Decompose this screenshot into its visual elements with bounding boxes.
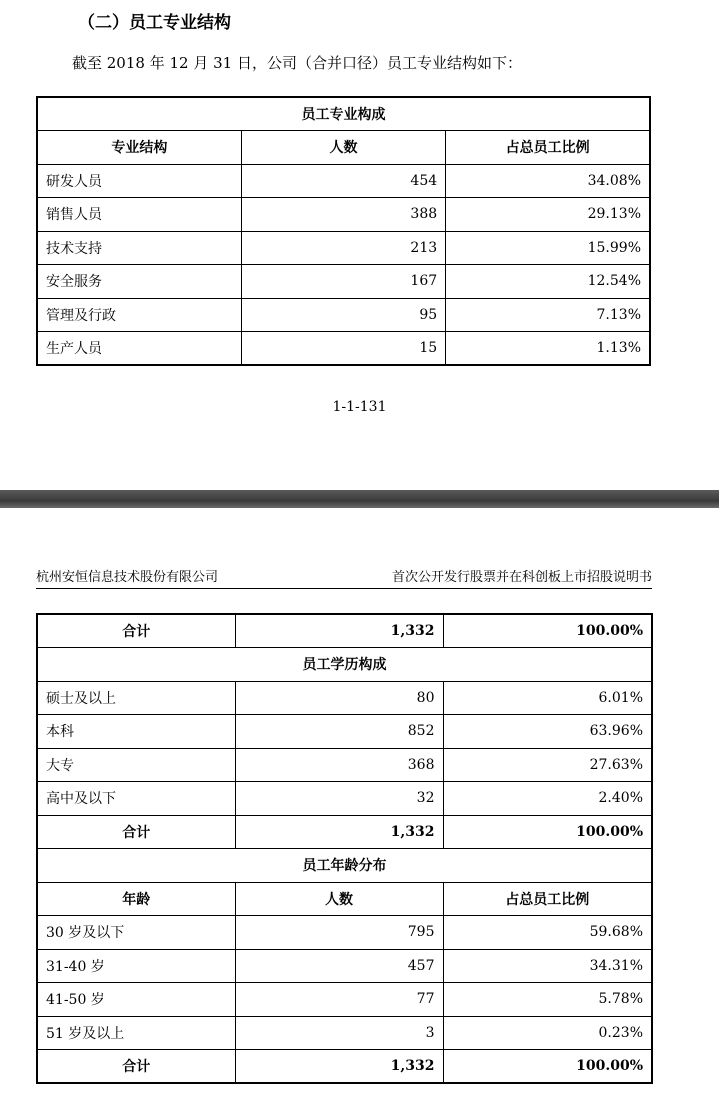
- category-cell: 31-40 岁: [37, 949, 235, 983]
- document-page-2: [0, 508, 719, 1110]
- column-header: 占总员工比例: [443, 882, 652, 916]
- table-row: [37, 748, 652, 782]
- category-cell: 销售人员: [37, 198, 241, 232]
- table-row: [37, 164, 650, 198]
- table-row: [37, 1016, 652, 1050]
- category-cell: 管理及行政: [37, 298, 241, 332]
- count-cell: 95: [241, 298, 445, 332]
- count-cell: 457: [235, 949, 443, 983]
- category-cell: 安全服务: [37, 265, 241, 299]
- section-title-row: [37, 849, 652, 883]
- document-title: 首次公开发行股票并在科创板上市招股说明书: [391, 570, 652, 585]
- total-count: 1,332: [235, 1050, 443, 1084]
- percent-cell: 59.68%: [443, 916, 652, 950]
- table-row: [37, 198, 650, 232]
- section-heading: （二）员工专业结构: [78, 13, 231, 33]
- section-title: 员工学历构成: [37, 648, 652, 682]
- count-cell: 167: [241, 265, 445, 299]
- total-label: 合计: [37, 614, 235, 648]
- percent-cell: 0.23%: [443, 1016, 652, 1050]
- professional-structure-table: [36, 96, 651, 366]
- intro-paragraph: 截至 2018 年 12 月 31 日，公司（合并口径）员工专业结构如下：: [72, 54, 522, 72]
- count-cell: 368: [235, 748, 443, 782]
- header-row: [37, 131, 650, 165]
- percent-cell: 2.40%: [443, 782, 652, 816]
- category-cell: 硕士及以上: [37, 681, 235, 715]
- category-cell: 51 岁及以上: [37, 1016, 235, 1050]
- section-title-row: [37, 648, 652, 682]
- percent-cell: 15.99%: [446, 231, 650, 265]
- percent-cell: 7.13%: [446, 298, 650, 332]
- column-header: 人数: [235, 882, 443, 916]
- percent-cell: 12.54%: [446, 265, 650, 299]
- total-count: 1,332: [235, 815, 443, 849]
- count-cell: 852: [235, 715, 443, 749]
- count-cell: 3: [235, 1016, 443, 1050]
- total-count: 1,332: [235, 614, 443, 648]
- header-row: [37, 882, 652, 916]
- total-percent: 100.00%: [443, 815, 652, 849]
- column-header: 年龄: [37, 882, 235, 916]
- page-header: [36, 568, 652, 589]
- section-title-row: [37, 97, 650, 131]
- count-cell: 454: [241, 164, 445, 198]
- page-separator: [0, 490, 719, 508]
- percent-cell: 34.31%: [443, 949, 652, 983]
- percent-cell: 27.63%: [443, 748, 652, 782]
- category-cell: 41-50 岁: [37, 983, 235, 1017]
- column-header: 占总员工比例: [446, 131, 650, 165]
- count-cell: 795: [235, 916, 443, 950]
- column-header: 人数: [241, 131, 445, 165]
- count-cell: 80: [235, 681, 443, 715]
- table-row: [37, 231, 650, 265]
- category-cell: 本科: [37, 715, 235, 749]
- category-cell: 30 岁及以下: [37, 916, 235, 950]
- table-row: [37, 983, 652, 1017]
- table-row: [37, 715, 652, 749]
- category-cell: 高中及以下: [37, 782, 235, 816]
- employee-structure-continued-table: [36, 613, 653, 1084]
- count-cell: 32: [235, 782, 443, 816]
- table-row: [37, 298, 650, 332]
- category-cell: 生产人员: [37, 332, 241, 366]
- count-cell: 77: [235, 983, 443, 1017]
- table-row: [37, 916, 652, 950]
- percent-cell: 5.78%: [443, 983, 652, 1017]
- category-cell: 技术支持: [37, 231, 241, 265]
- percent-cell: 29.13%: [446, 198, 650, 232]
- percent-cell: 63.96%: [443, 715, 652, 749]
- percent-cell: 1.13%: [446, 332, 650, 366]
- total-label: 合计: [37, 815, 235, 849]
- total-percent: 100.00%: [443, 614, 652, 648]
- total-percent: 100.00%: [443, 1050, 652, 1084]
- count-cell: 388: [241, 198, 445, 232]
- total-row: [37, 1050, 652, 1084]
- total-row: [37, 815, 652, 849]
- category-cell: 大专: [37, 748, 235, 782]
- section-title: 员工专业构成: [37, 97, 650, 131]
- table-row: [37, 332, 650, 366]
- table-row: [37, 782, 652, 816]
- column-header: 专业结构: [37, 131, 241, 165]
- table-row: [37, 681, 652, 715]
- table-row: [37, 949, 652, 983]
- table-row: [37, 265, 650, 299]
- page-number: 1-1-131: [332, 399, 387, 415]
- total-label: 合计: [37, 1050, 235, 1084]
- percent-cell: 34.08%: [446, 164, 650, 198]
- section-title: 员工年龄分布: [37, 849, 652, 883]
- count-cell: 213: [241, 231, 445, 265]
- document-page-1: [0, 0, 719, 490]
- company-name: 杭州安恒信息技术股份有限公司: [36, 570, 219, 585]
- percent-cell: 6.01%: [443, 681, 652, 715]
- total-row: [37, 614, 652, 648]
- category-cell: 研发人员: [37, 164, 241, 198]
- count-cell: 15: [241, 332, 445, 366]
